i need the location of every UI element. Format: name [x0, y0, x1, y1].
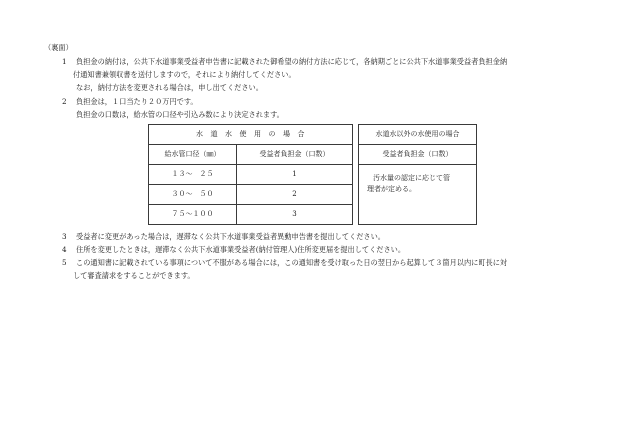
item-5-line-2: して審査請求をすることができます。: [73, 271, 195, 280]
header-burden-units-other: 受益者負担金（口数）: [359, 145, 477, 165]
item-3-number: 3: [62, 232, 67, 241]
other-water-note: 汚水量の認定に応じて管 理者が定める。: [359, 165, 477, 225]
item-1-line-3: なお，納付方法を変更される場合は，申し出てください。: [76, 83, 263, 92]
item-2-number: 2: [62, 97, 67, 106]
item-1-line-2: 付通知書兼領収書を送付しますので，それにより納付してください。: [73, 70, 296, 79]
row-3-units: 3: [237, 205, 353, 225]
item-4-number: 4: [62, 245, 67, 254]
table-row: [149, 165, 477, 185]
item-1-number: 1: [62, 57, 67, 66]
row-2-diameter: ３０～ ５０: [149, 185, 237, 205]
header-water-use: 水道水使用の場合: [149, 125, 353, 145]
item-2-line-1: 負担金は，１口当たり２０万円です。: [76, 97, 198, 106]
row-1-units: 1: [237, 165, 353, 185]
header-pipe-diameter: 給水管口径（㎜）: [149, 145, 237, 165]
item-5-line-1: この通知書に記載されている事項について不服がある場合には，この通知書を受け取った日の翌日から起算して３箇月以内に町長に対: [76, 258, 508, 267]
fee-table: [148, 124, 477, 225]
row-2-units: 2: [237, 185, 353, 205]
row-1-diameter: １３～ ２５: [149, 165, 237, 185]
item-2-line-2: 負担金の口数は，給水管の口径や引込み数により決定されます。: [76, 110, 284, 119]
item-3-line-1: 受益者に変更があった場合は，遅滞なく公共下水道事業受益者異動申告書を提出してください。: [76, 232, 385, 241]
header-burden-units: 受益者負担金（口数）: [237, 145, 353, 165]
back-side-header: （裏面）: [44, 43, 73, 52]
item-5-number: 5: [62, 258, 67, 267]
item-4-line-1: 住所を変更したときは，遅滞なく公共下水道事業受益者(納付管理人)住所変更届を提出してください。: [76, 245, 406, 254]
item-1-line-1: 負担金の納付は，公共下水道事業受益者申告書に記載された御希望の納付方法に応じて，各納期ごとに公共下水道事業受益者負担金納: [76, 57, 508, 66]
row-3-diameter: ７５～１００: [149, 205, 237, 225]
header-other-water-use: 水道水以外の水使用の場合: [359, 125, 477, 145]
